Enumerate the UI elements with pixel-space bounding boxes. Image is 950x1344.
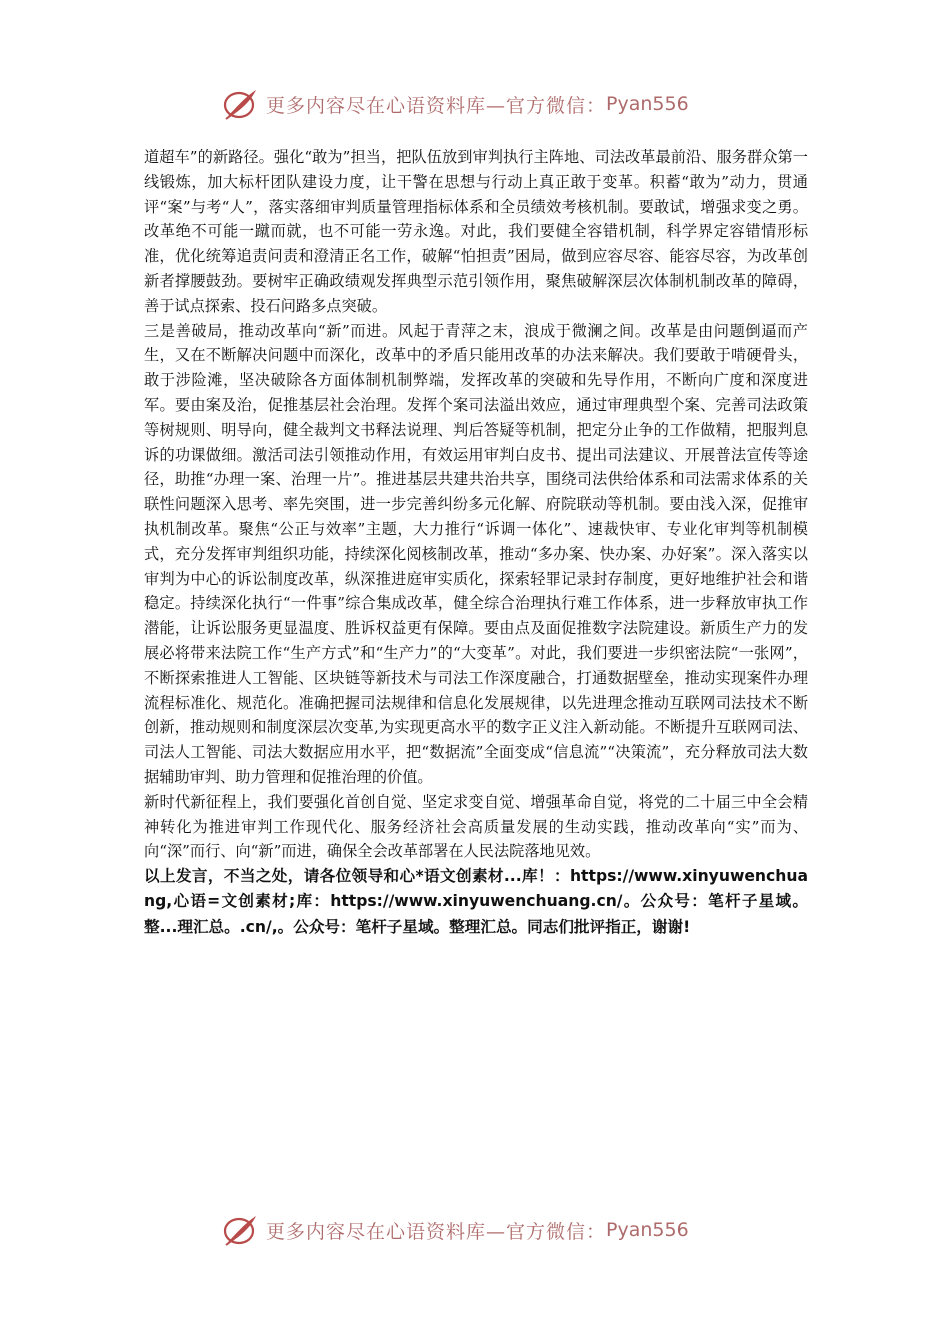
quill-pen-icon	[222, 1212, 260, 1248]
footer-watermark-handle: Pyan556	[606, 1219, 689, 1241]
header-watermark	[222, 86, 689, 122]
header-watermark-handle: Pyan556	[606, 93, 689, 115]
paragraph-2: 三是善破局，推动改革向“新”而进。风起于青萍之末，浪成于微澜之间。改革是由问题倒逼而产生，又在不断解决问题中而深化，改革中的矛盾只能用改革的办法来解决。我们要敢于啃硬骨头，敢于涉险滩，坚决破除各方面体制机制弊端，发挥改革的突破和先导作用，不断向广度和深度进军。要由案及治，促推基层社会治理。发挥个案司法溢出效应，通过审理典型个案、完善司法政策等树规则、明导向，健全裁判文书释法说理、判后答疑等机制，把定分止争的工作做精，把服判息诉的功课做细。激活司法引领推动作用，有效运用审判白皮书、提出司法建议、开展普法宣传等途径，助推“办理一案、治理一片”。推进基层共建共治共享，围绕司法供给体系和司法需求体系的关联性问题深入思考、率先突围，进一步完善纠纷多元化解、府院联动等机制。要由浅入深，促推审执机制改革。聚焦“公正与效率”主题，大力推行“诉调一体化”、速裁快审、专业化审判等机制模式，充分发挥审判组织功能，持续深化阅核制改革，推动“多办案、快办案、办好案”。深入落实以审判为中心的诉讼制度改革，纵深推进庭审实质化，探索轻罪记录封存制度，更好地维护社会和谐稳定。持续深化执行“一件事”综合集成改革，健全综合治理执行难工作体系，进一步释放审执工作潜能，让诉讼服务更显温度、胜诉权益更有保障。要由点及面促推数字法院建设。新质生产力的发展必将带来法院工作“生产方式”和“生产力”的“大变革”。对此，我们要进一步织密法院“一张网”，不断探索推进人工智能、区块链等新技术与司法工作深度融合，打通数据壁垒，推动实现案件办理流程标准化、规范化。准确把握司法规律和信息化发展规律，以先进理念推动互联网司法技术不断创新，推动规则和制度深层次变革,为实现更高水平的数字正义注入新动能。不断提升互联网司法、司法人工智能、司法大数据应用水平，把“数据流”全面变成“信息流”“决策流”，充分释放司法大数据辅助审判、助力管理和促推治理的价值。	[144, 321, 808, 786]
document-body	[144, 145, 808, 940]
footer-watermark-text: 更多内容尽在心语资料库—官方微信：	[266, 1220, 607, 1243]
paragraph-3: 新时代新征程上，我们要强化首创自觉、坚定求变自觉、增强革命自觉，将党的二十届三中全会精神转化为推进审判工作现代化、服务经济社会高质量发展的生动实践，推动改革向“实”而为、向“深”而行、向“新”而进，确保全会改革部署在人民法院落地见效。	[144, 792, 808, 861]
closing-remarks: 以上发言，不当之处，请各位领导和心*语文创素材...库！：https://www.xinyuwenchuang,心语=文创素材;库：https://www.xinyuwenchuang.cn/。公众号：笔杆子星域。整...理汇总。.cn/,。公众号：笔杆子星域。整理汇总。同志们批评指正，谢谢!	[144, 867, 808, 936]
paragraph-1: 道超车”的新路径。强化“敢为”担当，把队伍放到审判执行主阵地、司法改革最前沿、服务群众第一线锻炼，加大标杆团队建设力度，让干警在思想与行动上真正敢于变革。积蓄“敢为”动力，贯通评“案”与考“人”，落实落细审判质量管理指标体系和全员绩效考核机制。要敢试，增强求变之勇。改革绝不可能一蹴而就，也不可能一劳永逸。对此，我们要健全容错机制，科学界定容错情形标准，优化统筹追责问责和澄清正名工作，破解“怕担责”困局，做到应容尽容、能容尽容，为改革创新者撑腰鼓劲。要树牢正确政绩观发挥典型示范引领作用，聚焦破解深层次体制机制改革的障碍，善于试点探索、投石问路多点突破。	[144, 148, 808, 315]
footer-watermark	[222, 1212, 689, 1248]
quill-pen-icon	[222, 86, 260, 122]
header-watermark-text: 更多内容尽在心语资料库—官方微信：	[266, 94, 607, 117]
